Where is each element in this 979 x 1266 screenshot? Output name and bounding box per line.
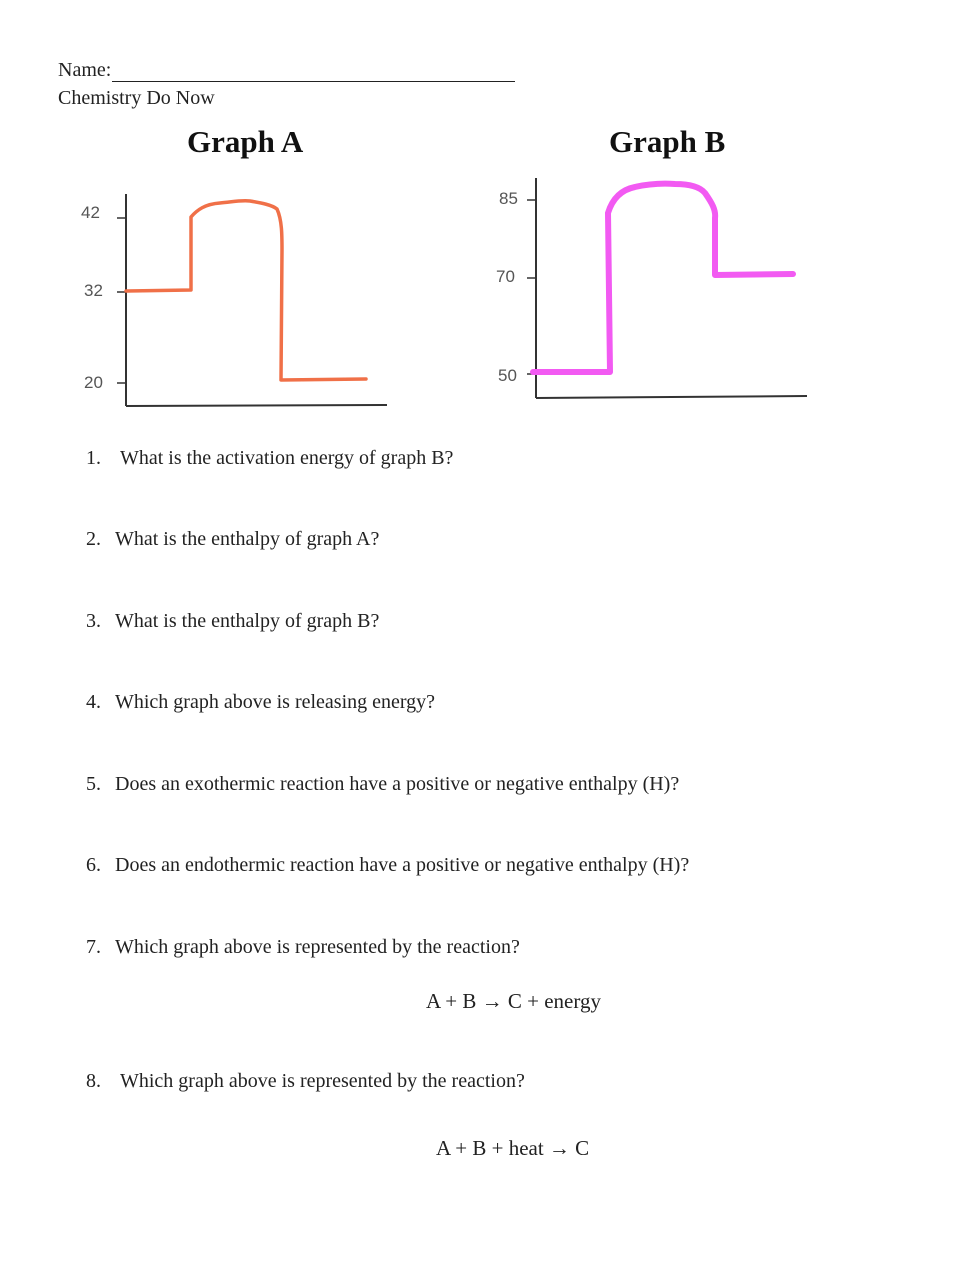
question-8: [86, 1069, 525, 1093]
question-3-text: What is the enthalpy of graph B?: [115, 610, 380, 632]
question-5: [86, 772, 679, 796]
worksheet-subtitle: Chemistry Do Now: [58, 87, 215, 109]
question-4-text: Which graph above is releasing energy?: [115, 691, 436, 713]
question-6-text: Does an endothermic reaction have a positive or negative enthalpy (H)?: [115, 854, 690, 876]
question-2: [86, 527, 379, 551]
question-4: [86, 690, 435, 714]
question-4-number: 4.: [86, 691, 101, 713]
graph-a-tick-label-20: 20: [84, 373, 103, 392]
equation-q7: A + B → C + energy: [426, 989, 601, 1013]
question-7-text: Which graph above is represented by the reaction?: [115, 936, 520, 958]
graph-a-tick-label-42: 42: [81, 203, 100, 222]
question-8-text: Which graph above is represented by the reaction?: [120, 1070, 525, 1092]
question-2-number: 2.: [86, 528, 101, 550]
question-3: [86, 609, 379, 633]
question-7: [86, 935, 520, 959]
graph-b-chart: [0, 0, 979, 430]
graph-b-title: Graph B: [609, 124, 726, 159]
question-8-number: 8.: [86, 1070, 101, 1092]
question-3-number: 3.: [86, 610, 101, 632]
graph-a-tick-label-32: 32: [84, 281, 103, 300]
graph-b-x-axis: [536, 396, 807, 398]
graph-b-tick-label-85: 85: [499, 189, 518, 208]
question-1-number: 1.: [86, 447, 101, 469]
question-7-number: 7.: [86, 936, 101, 958]
question-6: [86, 853, 689, 877]
question-1-text: What is the activation energy of graph B?: [120, 447, 454, 469]
graph-a-title: Graph A: [187, 124, 304, 159]
graph-b-energy-curve: [533, 184, 793, 372]
equation-q8: A + B + heat → C: [436, 1136, 590, 1160]
question-1: [86, 446, 453, 470]
graph-b-tick-label-70: 70: [496, 267, 515, 286]
question-5-text: Does an exothermic reaction have a positive or negative enthalpy (H)?: [115, 773, 680, 795]
question-5-number: 5.: [86, 773, 101, 795]
name-label: Name:: [58, 59, 112, 81]
graph-b-tick-label-50: 50: [498, 366, 517, 385]
question-2-text: What is the enthalpy of graph A?: [115, 528, 380, 550]
question-6-number: 6.: [86, 854, 101, 876]
